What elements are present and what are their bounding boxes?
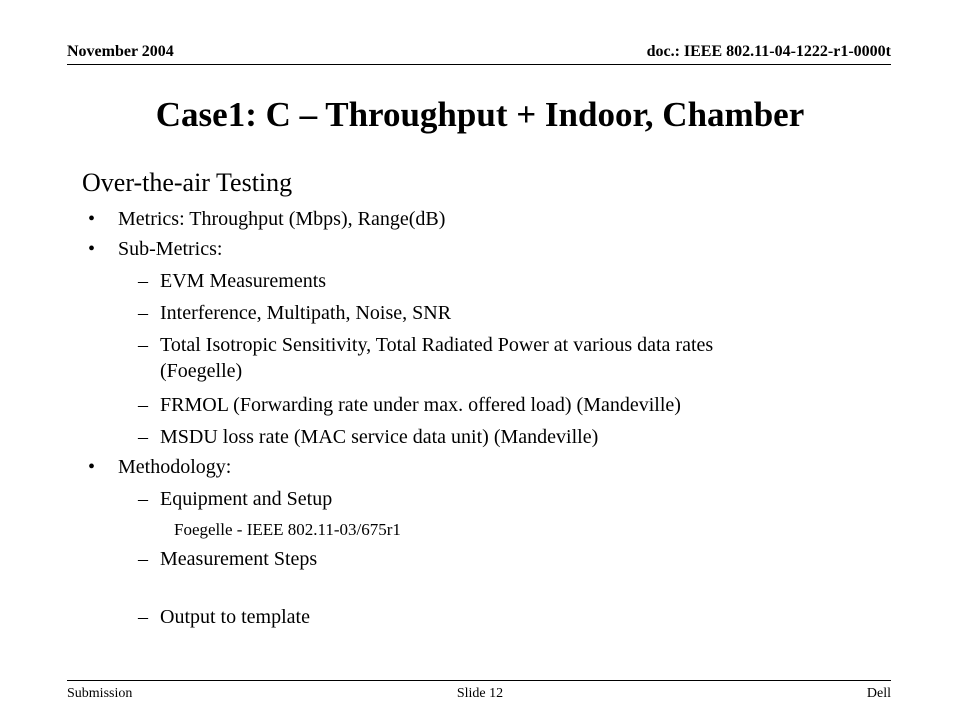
dash-marker: –: [138, 270, 148, 292]
sub-item: MSDU loss rate (MAC service data unit) (Mandeville): [160, 426, 599, 448]
dash-marker: –: [138, 426, 148, 448]
dash-marker: –: [138, 548, 148, 570]
sub-item: Measurement Steps: [160, 548, 318, 570]
bullet-marker: •: [88, 208, 96, 230]
sub-item: FRMOL (Forwarding rate under max. offered load) (Mandeville): [160, 394, 681, 416]
header-rule: [67, 64, 891, 65]
bullet-metrics: Metrics: Throughput (Mbps), Range(dB): [118, 208, 446, 230]
header-date: November 2004: [67, 43, 174, 60]
sub-item: Equipment and Setup: [160, 488, 333, 510]
bullet-methodology: Methodology:: [118, 456, 232, 478]
section-heading: Over-the-air Testing: [82, 168, 293, 197]
sub-item: Total Isotropic Sensitivity, Total Radiated Power at various data rates: [160, 334, 714, 356]
bullet-sub-metrics: Sub-Metrics:: [118, 238, 223, 260]
header-doc-id: doc.: IEEE 802.11-04-1222-r1-0000t: [646, 43, 891, 60]
dash-marker: –: [138, 606, 148, 628]
footer-author: Dell: [866, 686, 891, 701]
sub-item: Output to template: [160, 606, 310, 628]
footer-submission: Submission: [67, 686, 133, 701]
footer-rule: [67, 680, 891, 681]
bullet-marker: •: [88, 456, 96, 478]
slide-title: Case1: C – Throughput + Indoor, Chamber: [155, 95, 805, 134]
dash-marker: –: [138, 334, 148, 356]
footer-slide-number: Slide 12: [456, 686, 504, 701]
sub-item: EVM Measurements: [160, 270, 327, 292]
bullet-marker: •: [88, 238, 96, 260]
reference-item: Foegelle - IEEE 802.11-03/675r1: [174, 520, 401, 539]
dash-marker: –: [138, 302, 148, 324]
dash-marker: –: [138, 488, 148, 510]
sub-item: Interference, Multipath, Noise, SNR: [160, 302, 452, 324]
sub-item-continuation: (Foegelle): [160, 360, 243, 382]
dash-marker: –: [138, 394, 148, 416]
